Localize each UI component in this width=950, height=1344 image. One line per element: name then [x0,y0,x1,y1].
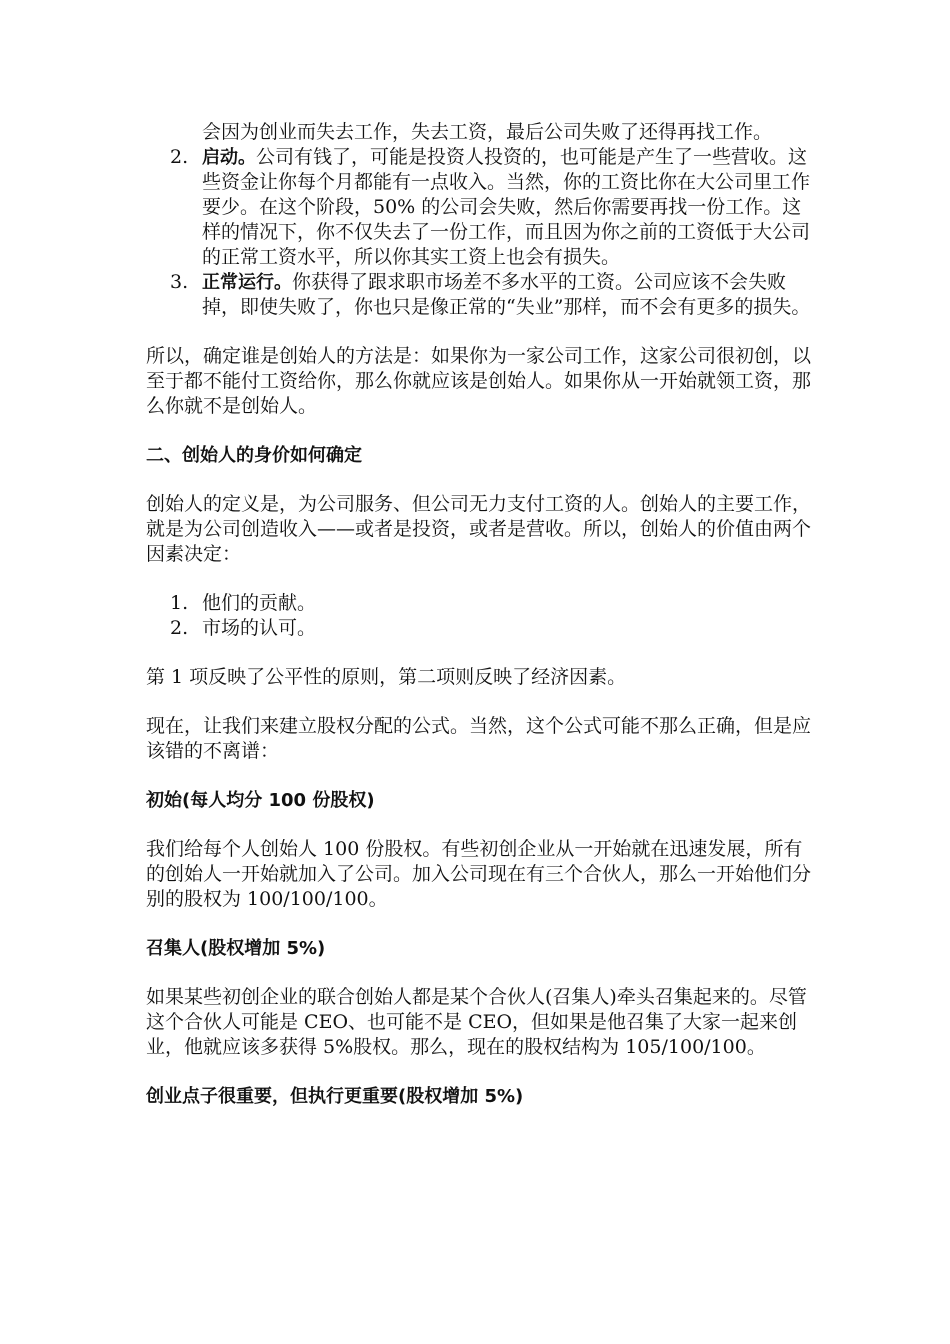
paragraph-formula: 现在，让我们来建立股权分配的公式。当然，这个公式可能不那么正确，但是应该错的不离谱： [146,715,812,762]
subheading-initial: 初始(每人均分 100 份股权) [146,790,375,811]
list-item-text: 他们的贡献。 [202,592,317,614]
subheading-convener: 召集人(股权增加 5%) [146,938,326,959]
list-number: 3. [170,271,189,293]
paragraph-item1: 第 1 项反映了公平性的原则，第二项则反映了经济因素。 [146,666,627,688]
document-body [146,120,816,1109]
list-number: 2. [170,617,189,639]
list-item [146,591,816,616]
paragraph-definition: 创始人的定义是，为公司服务、但公司无力支付工资的人。创始人的主要工作，就是为公司创造收入——或者是投资，或者是营收。所以，创始人的价值由两个因素决定： [146,493,812,565]
paragraph-initial: 我们给每个人创始人 100 份股权。有些初创企业从一开始就在迅速发展，所有的创始人一开始就加入了公司。加入公司现在有三个合伙人，那么一开始他们分别的股权为 100/100/100。 [146,838,812,910]
stage-list [146,145,816,320]
subheading-idea: 创业点子很重要，但执行更重要(股权增加 5%) [146,1086,524,1107]
list-item [146,270,816,320]
factor-list [146,591,816,641]
list-item-text: 你获得了跟求职市场差不多水平的工资。公司应该不会失败掉，即使失败了，你也只是像正常的“失业”那样，而不会有更多的损失。 [202,271,811,318]
list-number: 1. [170,592,189,614]
list-item [146,616,816,641]
paragraph-founder-method: 所以，确定谁是创始人的方法是：如果你为一家公司工作，这家公司很初创，以至于都不能付工资给你，那么你就应该是创始人。如果你从一开始就领工资，那么你就不是创始人。 [146,345,812,417]
list-item-continuation: 会因为创业而失去工作，失去工资，最后公司失败了还得再找工作。 [202,121,773,143]
list-item [146,145,816,270]
list-item-text: 公司有钱了，可能是投资人投资的，也可能是产生了一些营收。这些资金让你每个月都能有一点收入。当然，你的工资比你在大公司里工作要少。在这个阶段，50% 的公司会失败，然后你需要再找一份工作。这样的情况下，你不仅失去了一份工作，而且因为你之前的工资低于大公司的正常工资水平，所以你其实工资上也会有损失。 [202,146,811,268]
section-heading: 二、创始人的身价如何确定 [146,445,362,466]
list-number: 2. [170,146,189,168]
list-item-title: 启动。 [202,147,256,168]
list-item-text: 市场的认可。 [202,617,317,639]
paragraph-convener: 如果某些初创企业的联合创始人都是某个合伙人(召集人)牵头召集起来的。尽管这个合伙人可能是 CEO、也可能不是 CEO，但如果是他召集了大家一起来创业，他就应该多获得 5%股权。那么，现在的股权结构为 105/100/100。 [146,986,807,1058]
list-item-title: 正常运行。 [202,272,292,293]
